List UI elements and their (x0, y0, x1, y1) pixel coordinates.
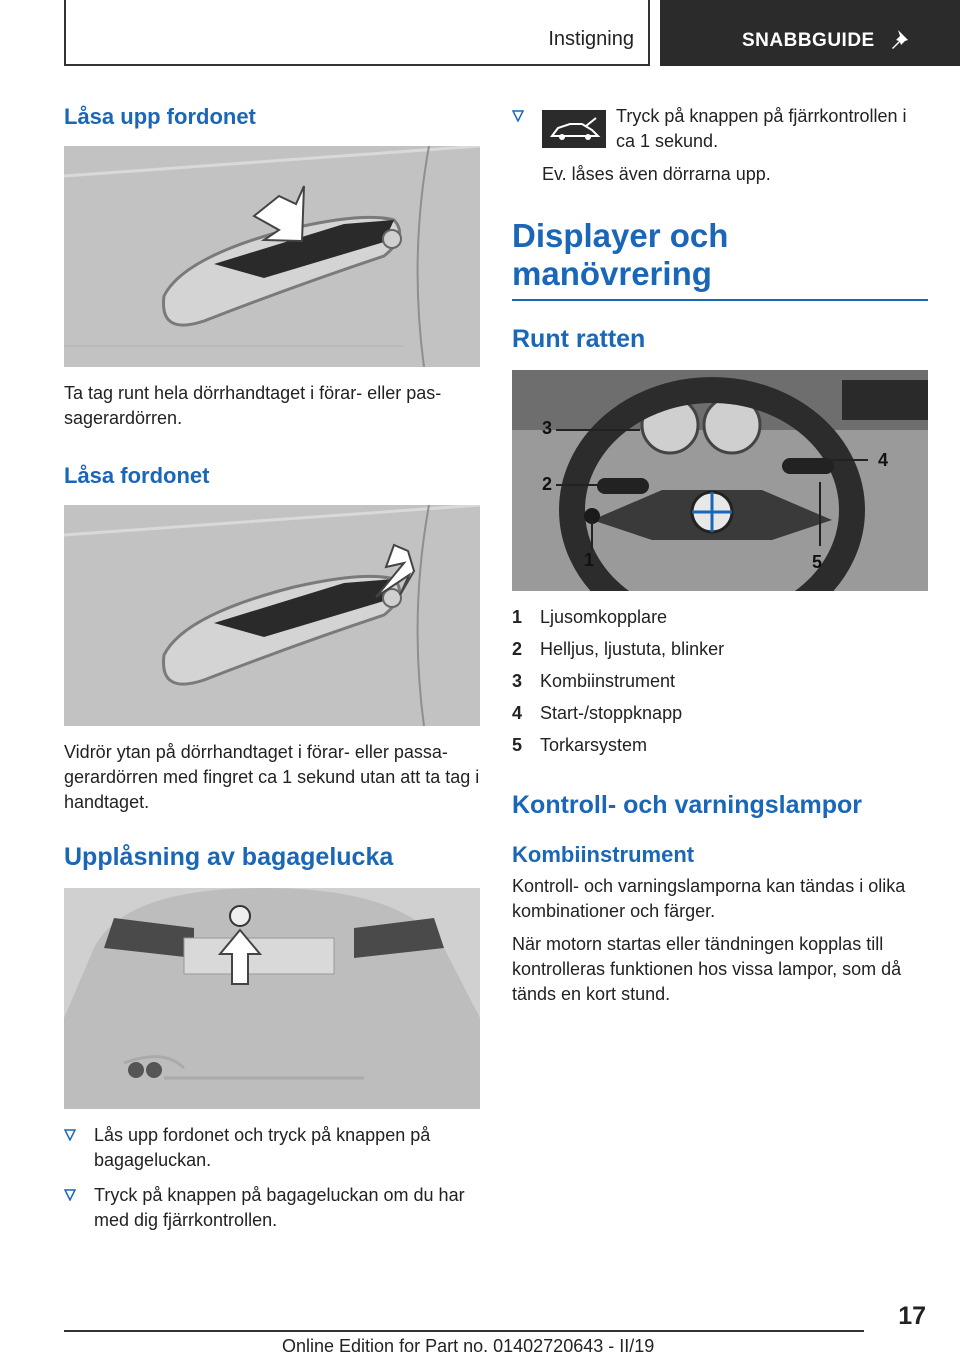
item-number: 1 (512, 607, 523, 627)
triangle-bullet-icon (64, 1129, 76, 1141)
triangle-bullet-icon (512, 110, 524, 122)
footer-divider (64, 1330, 864, 1332)
item-label: Ljusomkopplare (540, 607, 668, 627)
unlock-heading: Låsa upp fordonet (64, 104, 256, 129)
list-item (512, 729, 928, 761)
item-number: 2 (512, 639, 523, 659)
lock-instructions: Vidrör ytan på dörrhandtaget i förar- eller passa-gerardörren med fingret ca 1 sekund utan att ta tag i handtaget. (64, 742, 480, 812)
list-item (512, 665, 928, 697)
trunk-image (64, 888, 480, 1109)
tab-label: SNABBGUIDE (742, 30, 875, 51)
list-item (512, 104, 928, 154)
steering-wheel-image (512, 370, 928, 591)
wheel-heading: Runt ratten (512, 325, 646, 353)
item-number: 5 (512, 735, 523, 755)
unlock-instructions: Ta tag runt hela dörrhandtaget i förar- eller pas-sagerardörren. (64, 383, 442, 428)
callout-2: 2 (542, 474, 553, 494)
edition-note: Online Edition for Part no. 01402720643 - II/19 (282, 1336, 655, 1356)
trunk-open-icon (542, 110, 606, 148)
remote-note: Ev. låses även dörrarna upp. (542, 164, 771, 184)
item-number: 4 (512, 703, 523, 723)
remote-steps (512, 104, 928, 154)
pin-icon (888, 26, 916, 54)
callout-1: 1 (584, 550, 595, 570)
cluster-heading: Kombiinstrument (512, 842, 695, 867)
remote-step-text: Tryck på knappen på fjärrkontrollen i ca 1 sekund. (616, 106, 907, 151)
left-column (64, 96, 480, 1243)
item-label: Start-/stoppknapp (540, 703, 683, 723)
lamps-heading: Kontroll- och varningslampor (512, 791, 863, 819)
lock-heading: Låsa fordonet (64, 463, 210, 488)
displays-heading: Displayer och manövrering (512, 217, 928, 301)
item-label: Kombiinstrument (540, 671, 676, 691)
list-item (512, 697, 928, 729)
list-item (64, 1183, 480, 1233)
right-column (512, 96, 928, 1007)
trunk-heading: Upplåsning av bagagelucka (64, 843, 394, 871)
item-label: Torkarsystem (540, 735, 648, 755)
list-item (512, 601, 928, 633)
door-handle-unlock-image (64, 146, 480, 367)
callout-3: 3 (542, 418, 553, 438)
triangle-bullet-icon (64, 1189, 76, 1201)
trunk-step-text: Lås upp fordonet och tryck på knappen på bagageluckan. (94, 1125, 431, 1170)
callout-5: 5 (812, 552, 823, 572)
page-number: 17 (898, 1302, 926, 1330)
callout-4: 4 (878, 450, 889, 470)
list-item (64, 1123, 480, 1173)
item-number: 3 (512, 671, 523, 691)
wheel-legend (512, 601, 928, 761)
cluster-text-1: Kontroll- och varningslamporna kan tändas i olika kombinationer och färger. (512, 876, 906, 921)
door-handle-lock-image (64, 505, 480, 726)
cluster-text-2: När motorn startas eller tändningen kopplas till kontrolleras funktionen hos vissa lampor, som då tänds en kort stund. (512, 934, 902, 1004)
trunk-step-text: Tryck på knappen på bagageluckan om du har med dig fjärrkontrollen. (94, 1185, 465, 1230)
section-title: Instigning (548, 28, 634, 50)
item-label: Helljus, ljustuta, blinker (540, 639, 725, 659)
list-item (512, 633, 928, 665)
quick-guide-tab[interactable] (660, 0, 960, 66)
trunk-steps (64, 1123, 480, 1233)
